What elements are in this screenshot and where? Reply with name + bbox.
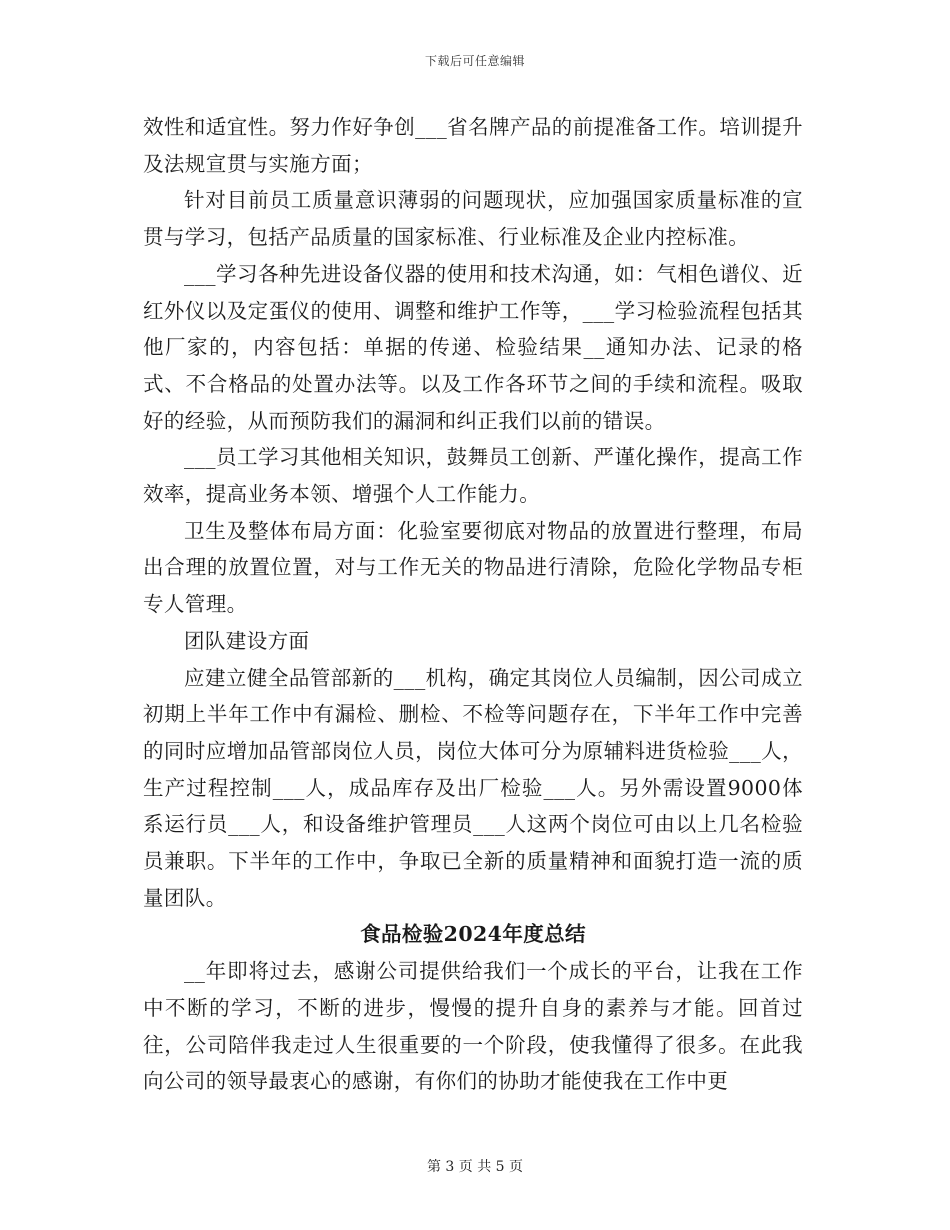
paragraph-equipment-training: ___学习各种先进设备仪器的使用和技术沟通，如：气相色谱仪、近红外仪以及定蛋仪的使用、调整和维护工作等，___学习检验流程包括其他厂家的，内容包括：单据的传递、检验结果__通知办法、记录的格式、不合格品的处置办法等。以及工作各环节之间的手续和流程。吸取好的经验，从而预防我们的漏洞和纠正我们以前的错误。	[143, 261, 803, 433]
section-title: 食品检验2024年度总结	[360, 922, 586, 947]
paragraph-team-heading: 团队建设方面	[184, 628, 310, 653]
page-number: 第 3 页 共 5 页	[426, 1159, 524, 1175]
page-header-note: 下载后可任意编辑	[424, 54, 525, 68]
paragraph-staff-learning: ___员工学习其他相关知识，鼓舞员工创新、严谨化操作，提高工作效率，提高业务本领、增强个人工作能力。	[143, 445, 803, 507]
paragraph-continuation: 效性和适宜性。努力作好争创___省名牌产品的前提准备工作。培训提升及法规宣贯与实施方面；	[143, 115, 803, 176]
document-body	[143, 109, 803, 1100]
paragraph-hygiene-layout: 卫生及整体布局方面：化验室要彻底对物品的放置进行整理，布局出合理的放置位置，对与工作无关的物品进行清除，危险化学物品专柜专人管理。	[143, 518, 803, 617]
paragraph-annual-summary: __年即将过去，感谢公司提供给我们一个成长的平台，让我在工作中不断的学习，不断的进步，慢慢的提升自身的素养与才能。回首过往，公司陪伴我走过人生很重要的一个阶段，使我懂得了很多。在此我向公司的领导最衷心的感谢，有你们的协助才能使我在工作中更	[143, 959, 803, 1094]
paragraph-team-building: 应建立健全品管部新的___机构，确定其岗位人员编制，因公司成立初期上半年工作中有漏检、删检、不检等问题存在，下半年工作中完善的同时应增加品管部岗位人员，岗位大体可分为原辅料进货检验___人，生产过程控制___人，成品库存及出厂检验___人。另外需设置9000体系运行员___人，和设备维护管理员___人这两个岗位可由以上几名检验员兼职。下半年的工作中，争取已全新的质量精神和面貌打造一流的质量团队。	[143, 665, 803, 910]
paragraph-quality-awareness: 针对目前员工质量意识薄弱的问题现状，应加强国家质量标准的宣贯与学习，包括产品质量的国家标准、行业标准及企业内控标准。	[143, 188, 803, 250]
